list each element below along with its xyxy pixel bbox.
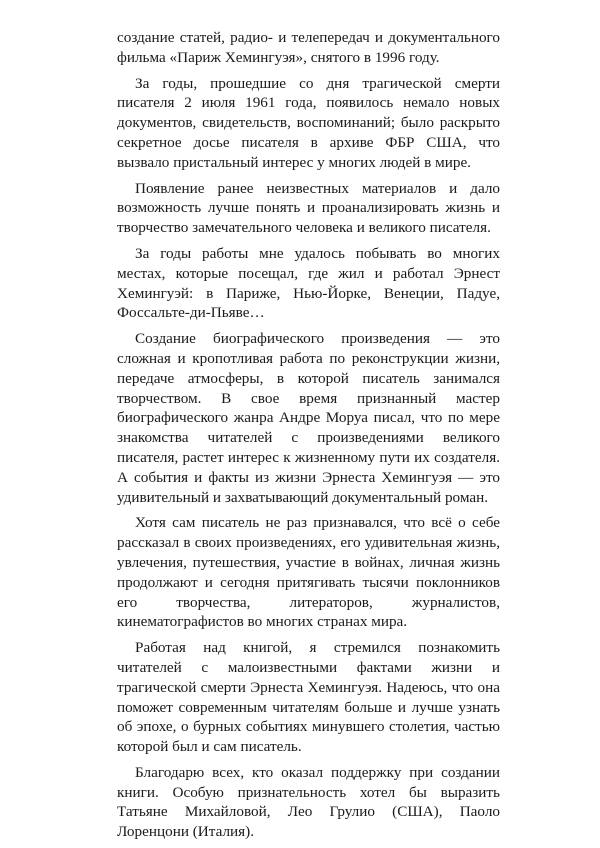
paragraph-1: создание статей, радио- и телепередач и документального фильма «Париж Хемингуэя», снятого в 1996 году. bbox=[117, 29, 500, 66]
paragraph-8: Благодарю всех, кто оказал поддержку при создании книги. Особую признательность хотел бы выразить Татьяне Михайловой, Лео Грулио (США), Паоло Лоренцони (Италия). bbox=[117, 763, 500, 841]
paragraph-5: Создание биографического произведения — это сложная и кропотливая работа по реконструкции жизни, передаче атмосферы, в которой писатель занимался творчеством. В свое время признанный мастер биографического жанра Андре Моруа писал, что по мере знакомства читателей с произведениями великого писателя, растет интерес к жизненному пути их создателя. А события и факты из жизни Эрнеста Хемингуэя — это удивительный и захватывающий документальный роман. bbox=[117, 330, 500, 506]
paragraph-2: За годы, прошедшие со дня трагической смерти писателя 2 июля 1961 года, появилось немало новых документов, свидетельств, воспоминаний; было раскрыто секретное досье писателя в архиве ФБР США, что вызвало пристальный интерес у многих людей в мире. bbox=[117, 74, 500, 171]
paragraph-6: Хотя сам писатель не раз признавался, что всё о себе рассказал в своих произведениях, его удивительная жизнь, увлечения, путешествия, участие в войнах, личная жизнь продолжают и сегодня притягивать тысячи поклонников его творчества, литераторов, журналистов, кинематографистов во многих странах мира. bbox=[117, 514, 500, 631]
paragraph-4: За годы работы мне удалось побывать во многих местах, которые посещал, где жил и работал Эрнест Хемингуэй: в Париже, Нью-Йорке, Венеции, Падуе, Фоссальте-ди-Пьяве… bbox=[117, 244, 500, 322]
paragraph-7: Работая над книгой, я стремился познакомить читателей с малоизвестными фактами жизни и трагической смерти Эрнеста Хемингуэя. Надеюсь, что она поможет современным читателям больше и лучше узнать об эпохе, о бурных событиях минувшего столетия, частью которой был и сам писатель. bbox=[117, 639, 500, 756]
book-page-text bbox=[117, 28, 500, 848]
paragraph-3: Появление ранее неизвестных материалов и дало возможность лучше понять и проанализировать жизнь и творчество замечательного человека и великого писателя. bbox=[117, 179, 500, 237]
